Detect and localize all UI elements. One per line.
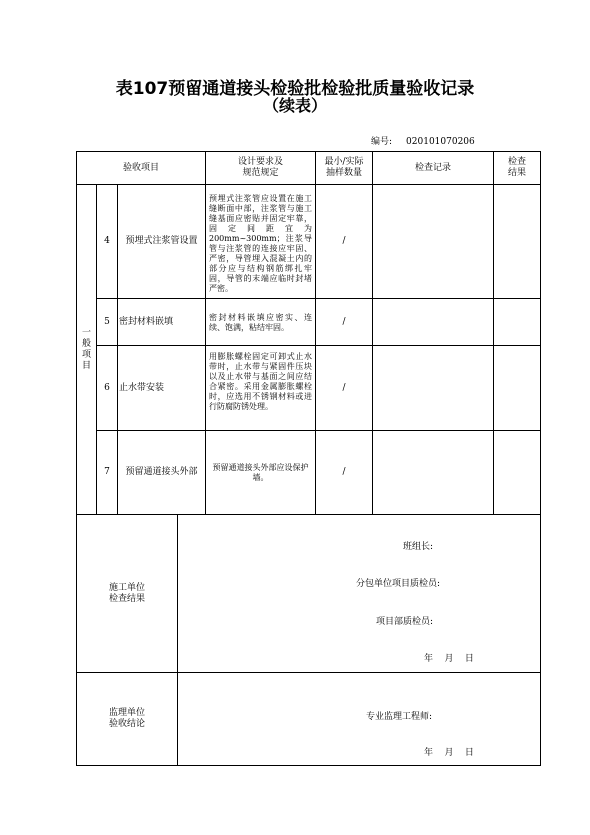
page-subtitle: （续表）	[262, 96, 327, 115]
row-requirement: 密封材料嵌填应密实、连续、饱满，粘结牢固。	[209, 313, 312, 332]
doc-no-value: 020101070206	[406, 137, 475, 147]
category-general-items: 一 般 项 目	[81, 327, 91, 371]
doc-no-label: 编号:	[371, 137, 393, 147]
rule	[177, 514, 178, 765]
header-design-req: 设计要求及 规范规定	[237, 157, 283, 178]
row-number: 5	[104, 316, 110, 327]
page-title: 表107预留通道接头检验批检验批质量验收记录	[115, 79, 475, 99]
header-item: 验收项目	[122, 162, 159, 173]
rule	[372, 151, 373, 514]
row-item-name: 密封材料嵌填	[119, 316, 174, 327]
row-requirement: 用膨胀螺栓固定可卸式止水带时，止水带与紧固件压块以及止水带与基面之间应结合紧密。采用金属膨胀螺栓时，应选用不锈钢材料或进行防腐防锈处理。	[209, 352, 312, 411]
project-inspector-signature: 项目部质检员:	[376, 617, 434, 627]
header-record: 检查记录	[414, 162, 451, 173]
rule	[540, 151, 541, 766]
subcontractor-inspector-signature: 分包单位项目质检员:	[356, 579, 441, 589]
document-number	[371, 134, 489, 147]
row-number: 4	[104, 236, 110, 246]
rule	[493, 151, 494, 514]
supervision-date: 年 月 日	[424, 748, 474, 758]
header-result: 检查 结果	[507, 157, 526, 178]
row-sample: /	[342, 467, 346, 477]
row-requirement: 预埋式注浆管应设置在施工缝断面中部，注浆管与施工缝基面应密贴并固定牢靠，固定间距宜为200mm~300mm；注浆导管与注浆管的连接应牢固、严密，导管埋入混凝土内的部分应与结构钢筋绑扎牢固，导管的末端应临时封堵严密。	[209, 194, 312, 293]
row-item-name: 预留通道接头外部	[125, 467, 198, 477]
header-min-sample: 最小/实际 抽样数量	[324, 157, 364, 178]
row-item-name: 预埋式注浆管设置	[125, 236, 198, 246]
supervision-unit-label: 监理单位 验收结论	[108, 708, 145, 729]
team-leader-signature: 班组长:	[403, 542, 434, 552]
row-number: 7	[104, 467, 110, 477]
rule	[76, 765, 541, 766]
row-sample: /	[342, 236, 346, 246]
supervision-engineer-signature: 专业监理工程师:	[366, 712, 433, 722]
row-requirement: 预留通道接头外部应设保护墙。	[212, 463, 309, 482]
row-item-name: 止水带安装	[119, 382, 165, 393]
row-sample: /	[342, 316, 346, 327]
row-sample: /	[342, 382, 346, 393]
row-number: 6	[104, 382, 110, 393]
construction-unit-label: 施工单位 检查结果	[108, 582, 145, 604]
construction-date: 年 月 日	[424, 654, 474, 664]
